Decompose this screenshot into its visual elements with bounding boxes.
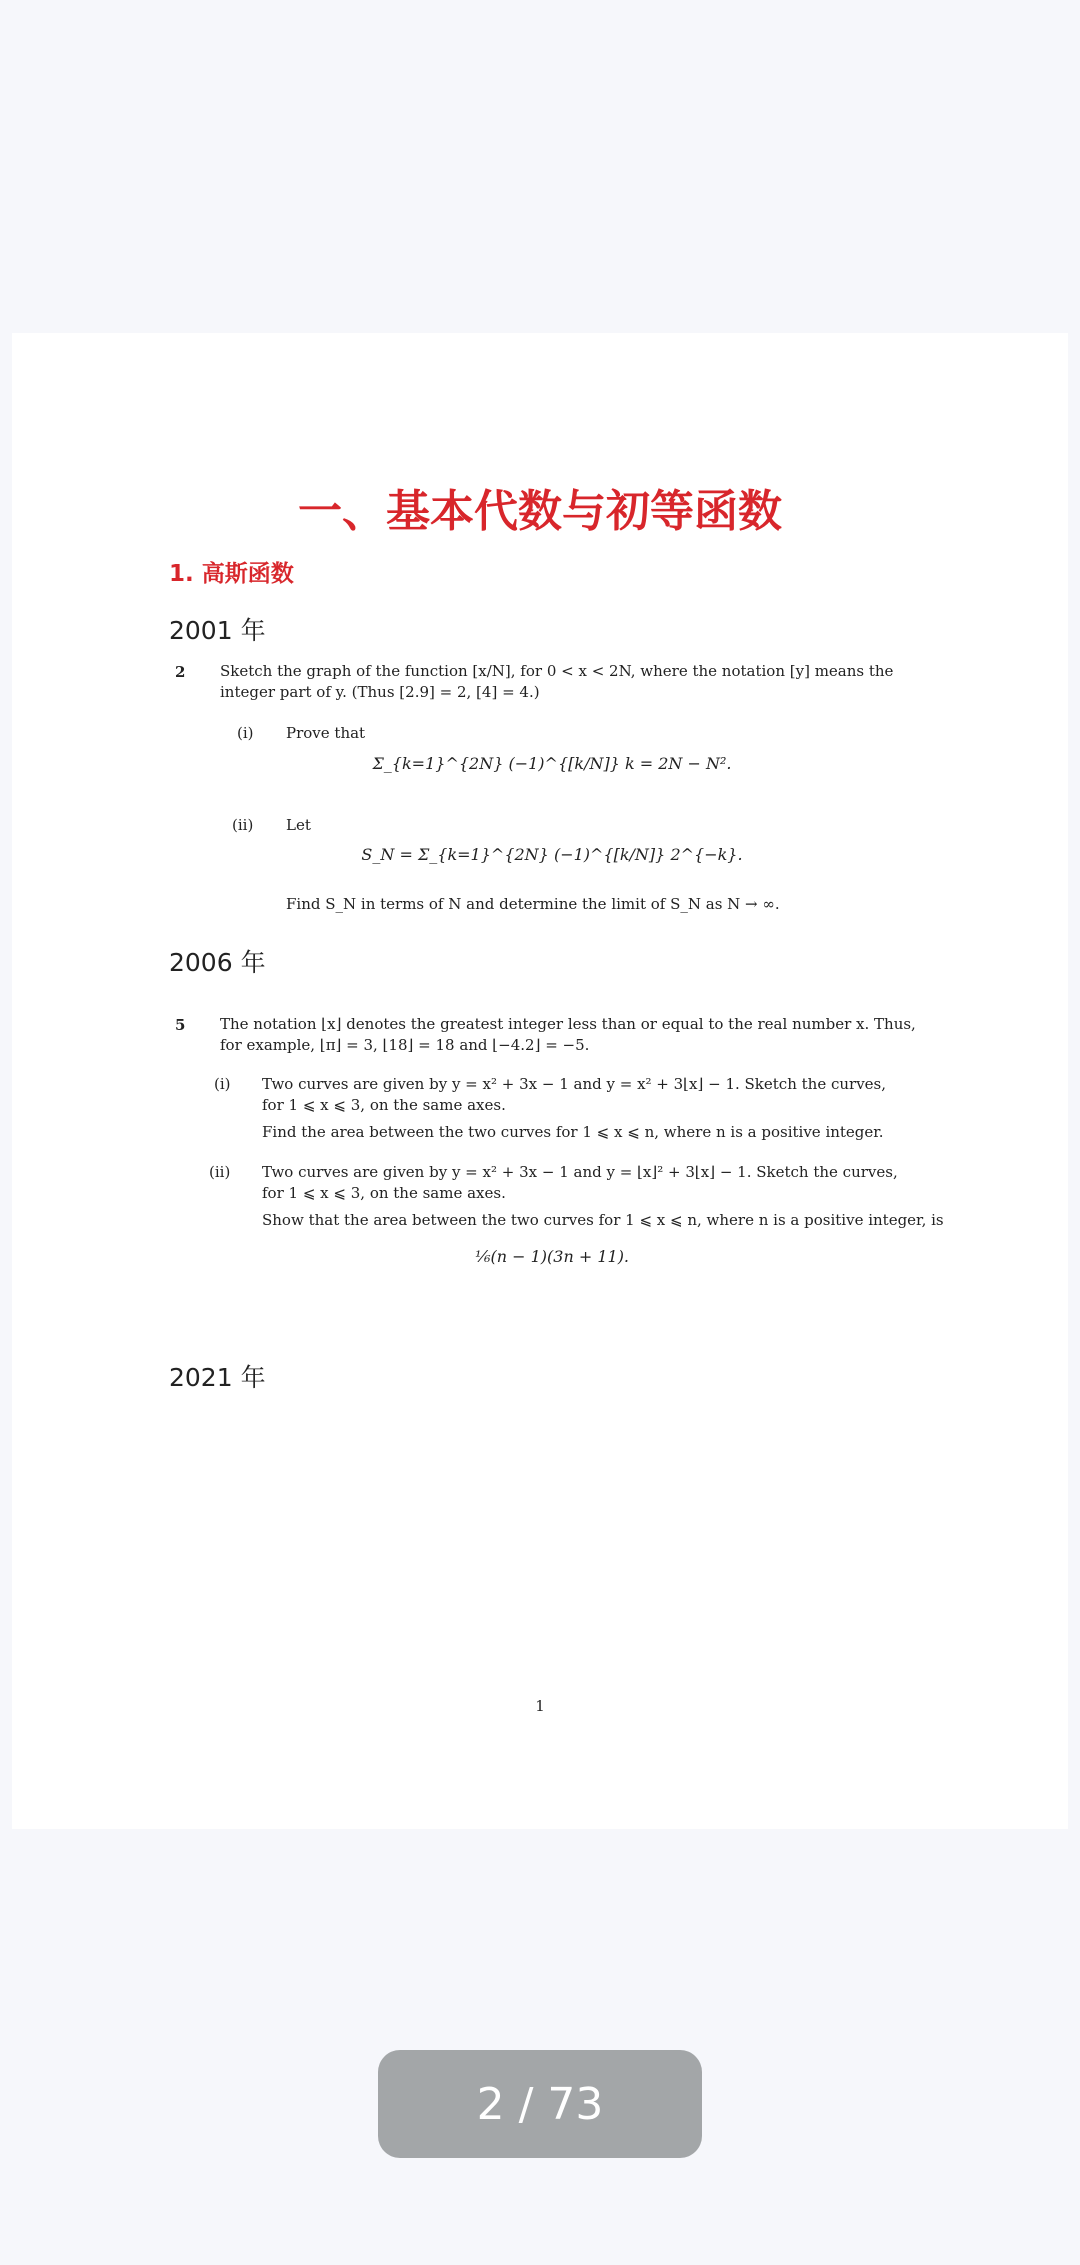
part-text: Show that the area between the two curves for 1 ⩽ x ⩽ n, where n is a positive integer, is [262,1211,944,1229]
part-label: (ii) [209,1163,231,1181]
part-text: Two curves are given by y = x² + 3x − 1 and y = ⌊x⌋² + 3⌊x⌋ − 1. Sketch the curves, [262,1163,898,1181]
summation-formula: S_N = Σ_{k=1}^{2N} (−1)^{[k/N]} 2^{−k}. [361,845,743,864]
page-indicator[interactable] [378,2050,702,2158]
page-number: 1 [535,1697,545,1715]
question-number: 2 [175,663,186,681]
pdf-page [12,333,1068,1829]
part-text: Two curves are given by y = x² + 3x − 1 and y = x² + 3⌊x⌋ − 1. Sketch the curves, [262,1075,887,1093]
part-label: (ii) [232,816,254,834]
question-number: 5 [175,1016,186,1034]
page-indicator-label: 2 / 73 [476,2078,604,2130]
part-text: for 1 ⩽ x ⩽ 3, on the same axes. [262,1184,506,1202]
year-heading-2001: 2001 年 [169,616,266,645]
part-text: Prove that [286,724,366,742]
question-stem-line: integer part of y. (Thus [2.9] = 2, [4] = 4.) [220,683,540,701]
chapter-title: 一、基本代数与初等函数 [298,486,782,537]
area-formula: ⅙(n − 1)(3n + 11). [474,1247,630,1266]
part-text: Find the area between the two curves for 1 ⩽ x ⩽ n, where n is a positive integer. [262,1123,884,1141]
question-stem-line: for example, ⌊π⌋ = 3, ⌊18⌋ = 18 and ⌊−4.2⌋ = −5. [220,1036,590,1054]
part-text: for 1 ⩽ x ⩽ 3, on the same axes. [262,1096,506,1114]
question-stem-line: The notation ⌊x⌋ denotes the greatest integer less than or equal to the real number x. Thus, [220,1015,916,1033]
question-stem-line: Sketch the graph of the function [x/N], for 0 < x < 2N, where the notation [y] means the [220,662,894,680]
section-title: 1. 高斯函数 [169,561,294,587]
part-text: Let [286,816,311,834]
part-label: (i) [237,724,254,742]
year-heading-2006: 2006 年 [169,948,266,977]
summation-formula: Σ_{k=1}^{2N} (−1)^{[k/N]} k = 2N − N². [372,754,732,773]
year-heading-2021: 2021 年 [169,1363,266,1392]
part-text: Find S_N in terms of N and determine the limit of S_N as N → ∞. [286,895,780,913]
part-label: (i) [214,1075,231,1093]
